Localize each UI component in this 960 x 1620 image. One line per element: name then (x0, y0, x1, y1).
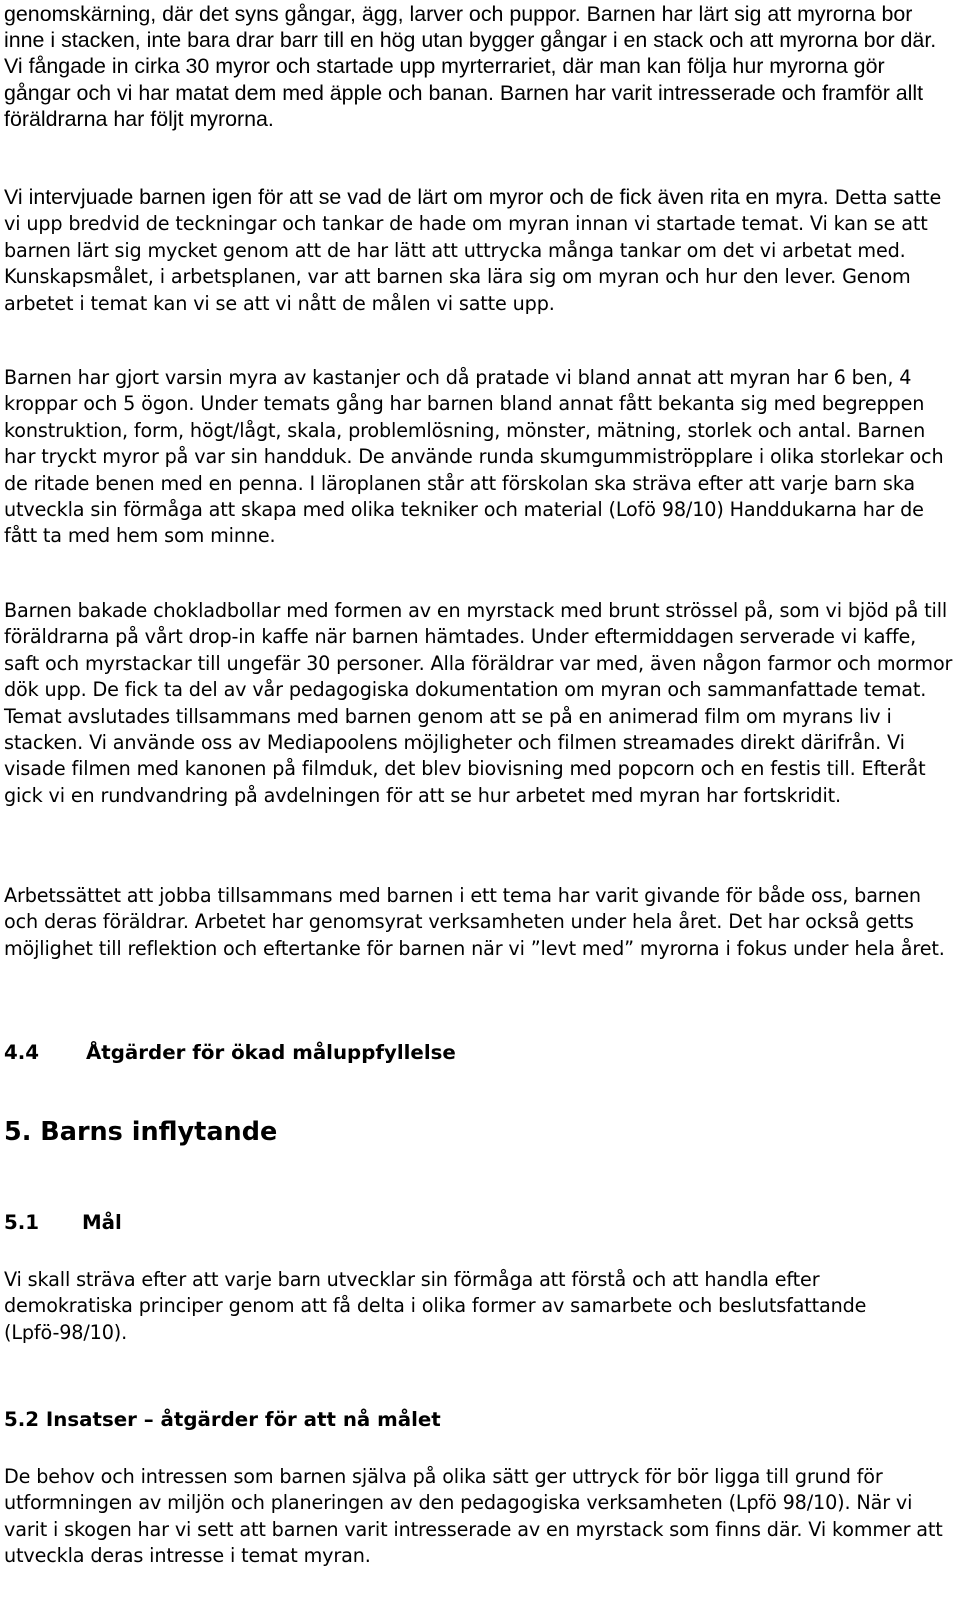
heading-5-1 (4, 1211, 122, 1234)
heading-5-1-title: Mål (82, 1211, 122, 1234)
paragraph-anthill-observation: genomskärning, där det syns gångar, ägg, larver och puppor. Barnen har lärt sig att myrorna bor inne i stacken, inte bara drar barr till en hög utan bygger gångar i en stack och att myrorna bor där. Vi fångade in cirka 30 myror och startade upp myrterrariet, där man kan följa hur myrorna gör gångar och vi har matat dem med äpple och banan. Barnen har varit intresserade och framför allt föräldrarna har följt myrorna. (4, 2, 937, 131)
paragraph-working-method: Arbetssättet att jobba tillsammans med barnen i ett tema har varit givande för både oss, barnen och deras föräldrar. Arbetet har genomsyrat verksamheten under hela året. Det har också getts möjlighet till reflektion och eftertanke för barnen när vi ”levt med” myrorna i fokus under hela året. (4, 884, 945, 960)
paragraph-interview-part-1: Vi intervjuade barnen igen för att se vad de lärt om myror och de fick även rita en myra. (4, 185, 829, 209)
heading-4-4 (4, 1041, 456, 1064)
paragraph-chocolate-balls: Barnen bakade chokladbollar med formen av en myrstack med brunt strössel på, som vi bjöd på till föräldrarna på vårt drop-in kaffe när barnen hämtades. Under eftermiddagen serverade vi kaffe, saft och myrstackar till ungefär 30 personer. Alla föräldrar var med, även någon farmor och mormor dök upp. De fick ta del av vår pedagogiska dokumentation om myran och sammanfattade temat. Temat avslutades tillsammans med barnen genom att se på en animerad film om myrans liv i stacken. Vi använde oss av Mediapoolens möjligheter och filmen streamades direkt därifrån. Vi visade filmen med kanonen på filmduk, det blev biovisning med popcorn och en festis till. Efteråt gick vi en rundvandring på avdelningen för att se hur arbetet med myran har fortskridit. (4, 599, 953, 807)
paragraph-interview-part-2: Detta satte vi upp bredvid de teckningar och tankar de hade om myran innan vi startade temat. Vi kan se att barnen lärt sig mycket genom att de har lätt att uttrycka många tankar om det vi arbetat med. Kunskapsmålet, i arbetsplanen, var att barnen ska lära sig om myran och hur den lever. Genom arbetet i temat kan vi se att vi nått de målen vi satte upp. (4, 186, 942, 315)
heading-5: 5. Barns inflytande (4, 1117, 278, 1147)
paragraph-needs-interests: De behov och intressen som barnen själva på olika sätt ger uttryck för bör ligga till grund för utformningen av miljön och planeringen av den pedagogiska verksamheten (Lpfö 98/10). När vi varit i skogen har vi sett att barnen varit intresserade av en myrstack som finns där. Vi kommer att utveckla deras intresse i temat myran. (4, 1465, 943, 1568)
paragraph-chestnut-ants: Barnen har gjort varsin myra av kastanjer och då pratade vi bland annat att myran har 6 ben, 4 kroppar och 5 ögon. Under temats gång har barnen bland annat fått bekanta sig med begreppen konstruktion, form, högt/lågt, skala, problemlösning, mönster, mätning, storlek och antal. Barnen har tryckt myror på var sin handduk. De använde runda skumgummiströpplare i olika storlekar och de ritade benen med en penna. I läroplanen står att förskolan ska sträva efter att varje barn ska utveckla sin förmåga att skapa med olika tekniker och material (Lofö 98/10) Handdukarna har de fått ta med hem som minne. (4, 366, 944, 548)
paragraph-interview (4, 184, 954, 317)
heading-4-4-title: Åtgärder för ökad måluppfyllelse (86, 1041, 456, 1064)
heading-5-2: 5.2 Insatser – åtgärder för att nå målet (4, 1408, 441, 1431)
heading-4-4-number: 4.4 (4, 1041, 40, 1064)
heading-5-1-number: 5.1 (4, 1211, 40, 1234)
paragraph-goal: Vi skall sträva efter att varje barn utvecklar sin förmåga att förstå och att handla efter demokratiska principer genom att få delta i olika former av samarbete och beslutsfattande (Lpfö-98/10). (4, 1268, 867, 1344)
